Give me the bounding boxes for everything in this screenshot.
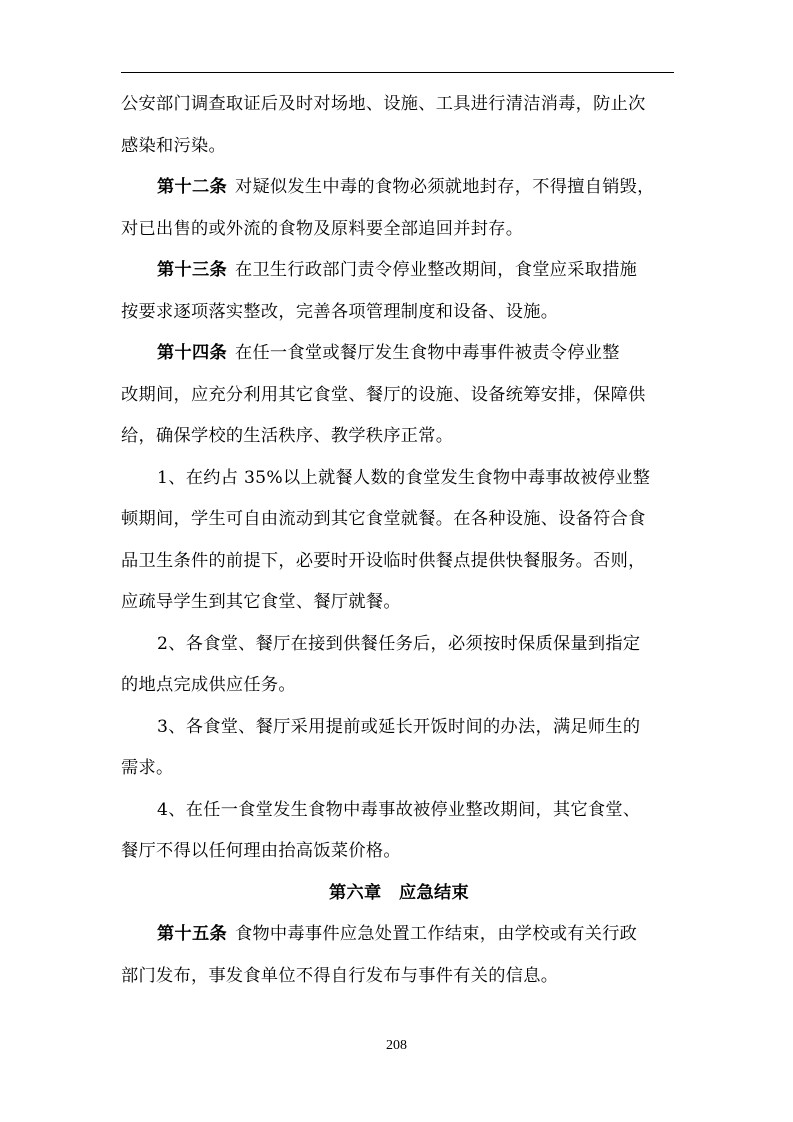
text-line: 部门发布，事发食单位不得自行发布与事件有关的信息。 — [121, 965, 559, 986]
article-15-line — [121, 914, 677, 956]
chapter-heading: 第六章 应急结束 — [329, 882, 469, 903]
text-line: 在卫生行政部门责令停业整改期间，食堂应采取措施 — [234, 260, 638, 280]
article-13-line — [121, 250, 677, 292]
text-line: 1、在约占 35%以上就餐人数的食堂发生食物中毒事故被停业整 — [157, 467, 651, 488]
text-line: 餐厅不得以任何理由抬高饭菜价格。 — [121, 841, 401, 861]
article-label: 第十五条 — [157, 924, 227, 944]
text-line: 4、在任一食堂发生食物中毒事故被停业整改期间，其它食堂、 — [157, 799, 641, 820]
text-line: 的地点完成供应任务。 — [121, 675, 296, 695]
article-label: 第十三条 — [157, 260, 227, 280]
text-line: 按要求逐项落实整改，完善各项管理制度和设备、设施。 — [121, 301, 559, 322]
text-line: 食物中毒事件应急处置工作结束，由学校或有关行政 — [234, 924, 638, 944]
text-line: 在任一食堂或餐厅发生食物中毒事件被责令停业整 — [234, 343, 620, 363]
text-line: 感染和污染。 — [121, 135, 226, 156]
page-number: 208 — [386, 1038, 407, 1053]
article-label: 第十四条 — [157, 343, 227, 363]
article-14-line — [121, 333, 677, 375]
text-line: 品卫生条件的前提下，必要时开设临时供餐点提供快餐服务。否则， — [121, 550, 646, 571]
document-body — [121, 84, 677, 997]
text-line: 对已出售的或外流的食物及原料要全部追回并封存。 — [121, 218, 524, 239]
article-12-line — [121, 167, 677, 209]
text-line: 顿期间，学生可自由流动到其它食堂就餐。在各种设施、设备符合食 — [121, 509, 646, 529]
header-rule — [121, 72, 674, 73]
text-line: 给，确保学校的生活秩序、教学秩序正常。 — [121, 426, 454, 446]
text-line: 2、各食堂、餐厅在接到供餐任务后，必须按时保质保量到指定 — [157, 633, 641, 654]
text-line: 对疑似发生中毒的食物必须就地封存，不得擅自销毁， — [234, 177, 655, 197]
text-line: 需求。 — [121, 758, 174, 778]
article-label: 第十二条 — [157, 177, 227, 197]
text-line: 应疏导学生到其它食堂、餐厅就餐。 — [121, 592, 401, 612]
text-line: 3、各食堂、餐厅采用提前或延长开饭时间的办法，满足师生的 — [157, 716, 641, 737]
text-line: 公安部门调查取证后及时对场地、设施、工具进行清洁消毒，防止次 — [121, 94, 646, 114]
text-line: 改期间，应充分利用其它食堂、餐厅的设施、设备统筹安排，保障供 — [121, 384, 646, 405]
